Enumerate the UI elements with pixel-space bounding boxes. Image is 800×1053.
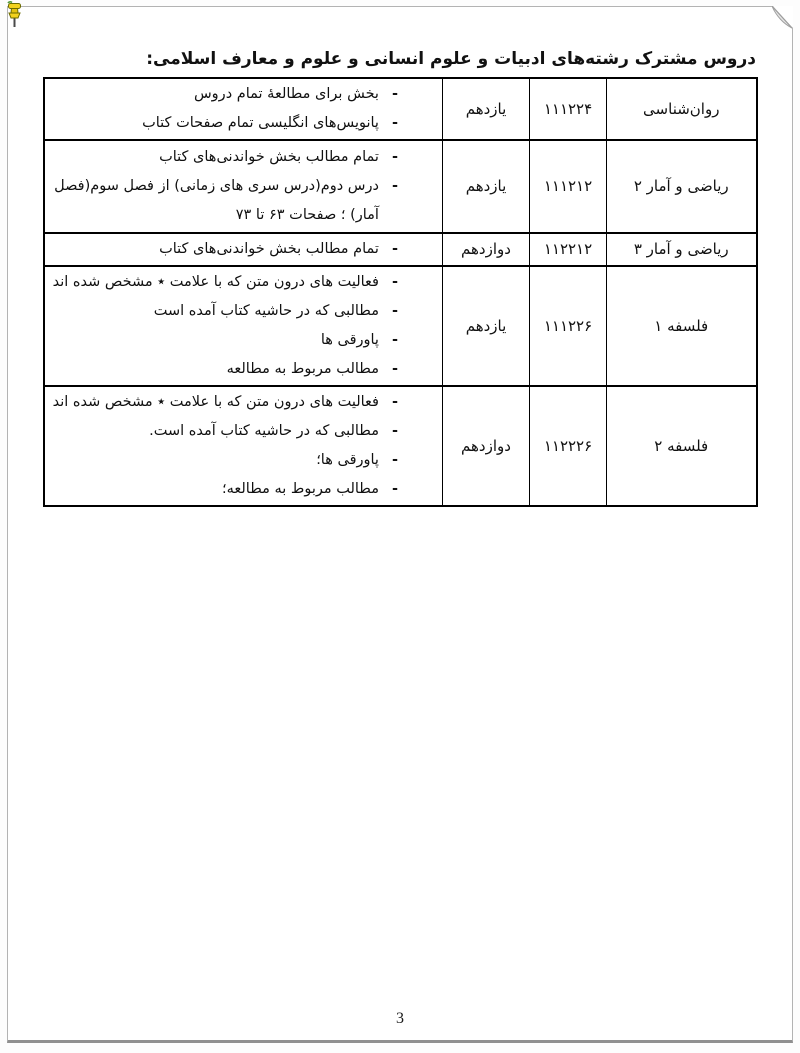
document-page — [7, 6, 793, 1043]
course-name-cell: ریاضی و آمار ۳ — [607, 233, 757, 266]
list-item-text: فعالیت های درون متن که با علامت ٭ مشخص شده اند — [52, 274, 379, 290]
course-name-cell: ریاضی و آمار ۲ — [607, 140, 757, 233]
list-item-text: پاورقی ها — [320, 332, 379, 348]
list-item — [47, 475, 441, 504]
course-code-cell: ۱۱۱۲۱۲ — [530, 140, 607, 233]
list-item-text: مطالبی که در حاشیه کتاب آمده است — [153, 303, 379, 319]
description-cell — [44, 233, 443, 266]
list-item-text: پانویس‌های انگلیسی تمام صفحات کتاب — [142, 115, 379, 131]
course-code-cell: ۱۱۲۲۱۲ — [530, 233, 607, 266]
course-code-cell: ۱۱۱۲۲۶ — [530, 266, 607, 386]
bullet-dash: - — [391, 361, 398, 377]
bullet-dash: - — [391, 274, 398, 290]
list-item-text: درس دوم(درس سری های زمانی) از فصل سوم(فصل آمار) ؛ صفحات ۶۳ تا ۷۳ — [54, 178, 379, 223]
list-item — [47, 417, 441, 446]
course-name-cell: روان‌شناسی — [607, 78, 757, 140]
list-item-text: تمام مطالب بخش خواندنی‌های کتاب — [159, 149, 379, 165]
page-number: 3 — [396, 1010, 404, 1027]
bullet-dash: - — [391, 149, 398, 165]
table-row — [44, 386, 757, 506]
list-item — [47, 446, 441, 475]
list-item-text: مطالب مربوط به مطالعه؛ — [222, 481, 379, 497]
table-row — [44, 233, 757, 266]
bullet-dash: - — [391, 86, 398, 102]
list-item-text: تمام مطالب بخش خواندنی‌های کتاب — [159, 241, 379, 257]
courses-table-body — [44, 78, 757, 506]
list-item-text: مطالب مربوط به مطالعه — [226, 361, 379, 377]
description-cell — [44, 78, 443, 140]
list-item-text: پاورقی ها؛ — [316, 452, 379, 468]
list-item — [47, 268, 441, 297]
folded-corner-icon — [772, 6, 793, 29]
list-item-text: فعالیت های درون متن که با علامت ٭ مشخص شده اند — [52, 394, 379, 410]
list-item — [47, 235, 441, 264]
list-item — [47, 326, 441, 355]
list-item — [47, 172, 441, 230]
description-cell — [44, 266, 443, 386]
bullet-dash: - — [391, 394, 398, 410]
table-row — [44, 266, 757, 386]
pushpin-icon — [5, 1, 25, 31]
bullet-dash: - — [391, 241, 398, 257]
grade-cell: یازدهم — [443, 266, 530, 386]
bullet-dash: - — [391, 115, 398, 131]
list-item — [47, 109, 441, 138]
list-item — [47, 143, 441, 172]
list-item-text: مطالبی که در حاشیه کتاب آمده است. — [149, 423, 379, 439]
list-item — [47, 355, 441, 384]
grade-cell: یازدهم — [443, 140, 530, 233]
bullet-dash: - — [391, 423, 398, 439]
list-item-text: بخش برای مطالعهٔ تمام دروس — [193, 86, 379, 102]
bullet-dash: - — [391, 332, 398, 348]
description-cell — [44, 386, 443, 506]
bullet-dash: - — [391, 452, 398, 468]
course-code-cell: ۱۱۱۲۲۴ — [530, 78, 607, 140]
table-row — [44, 78, 757, 140]
description-cell — [44, 140, 443, 233]
grade-cell: یازدهم — [443, 78, 530, 140]
page-title: دروس مشترک رشته‌های ادبیات و علوم انسانی و علوم و معارف اسلامی: — [146, 49, 756, 69]
table-row — [44, 140, 757, 233]
list-item — [47, 80, 441, 109]
bullet-dash: - — [391, 178, 398, 194]
grade-cell: دوازدهم — [443, 233, 530, 266]
course-name-cell: فلسفه ۱ — [607, 266, 757, 386]
bullet-dash: - — [391, 481, 398, 497]
course-code-cell: ۱۱۲۲۲۶ — [530, 386, 607, 506]
list-item — [47, 388, 441, 417]
grade-cell: دوازدهم — [443, 386, 530, 506]
bullet-dash: - — [391, 303, 398, 319]
course-name-cell: فلسفه ۲ — [607, 386, 757, 506]
list-item — [47, 297, 441, 326]
courses-table — [43, 77, 758, 507]
